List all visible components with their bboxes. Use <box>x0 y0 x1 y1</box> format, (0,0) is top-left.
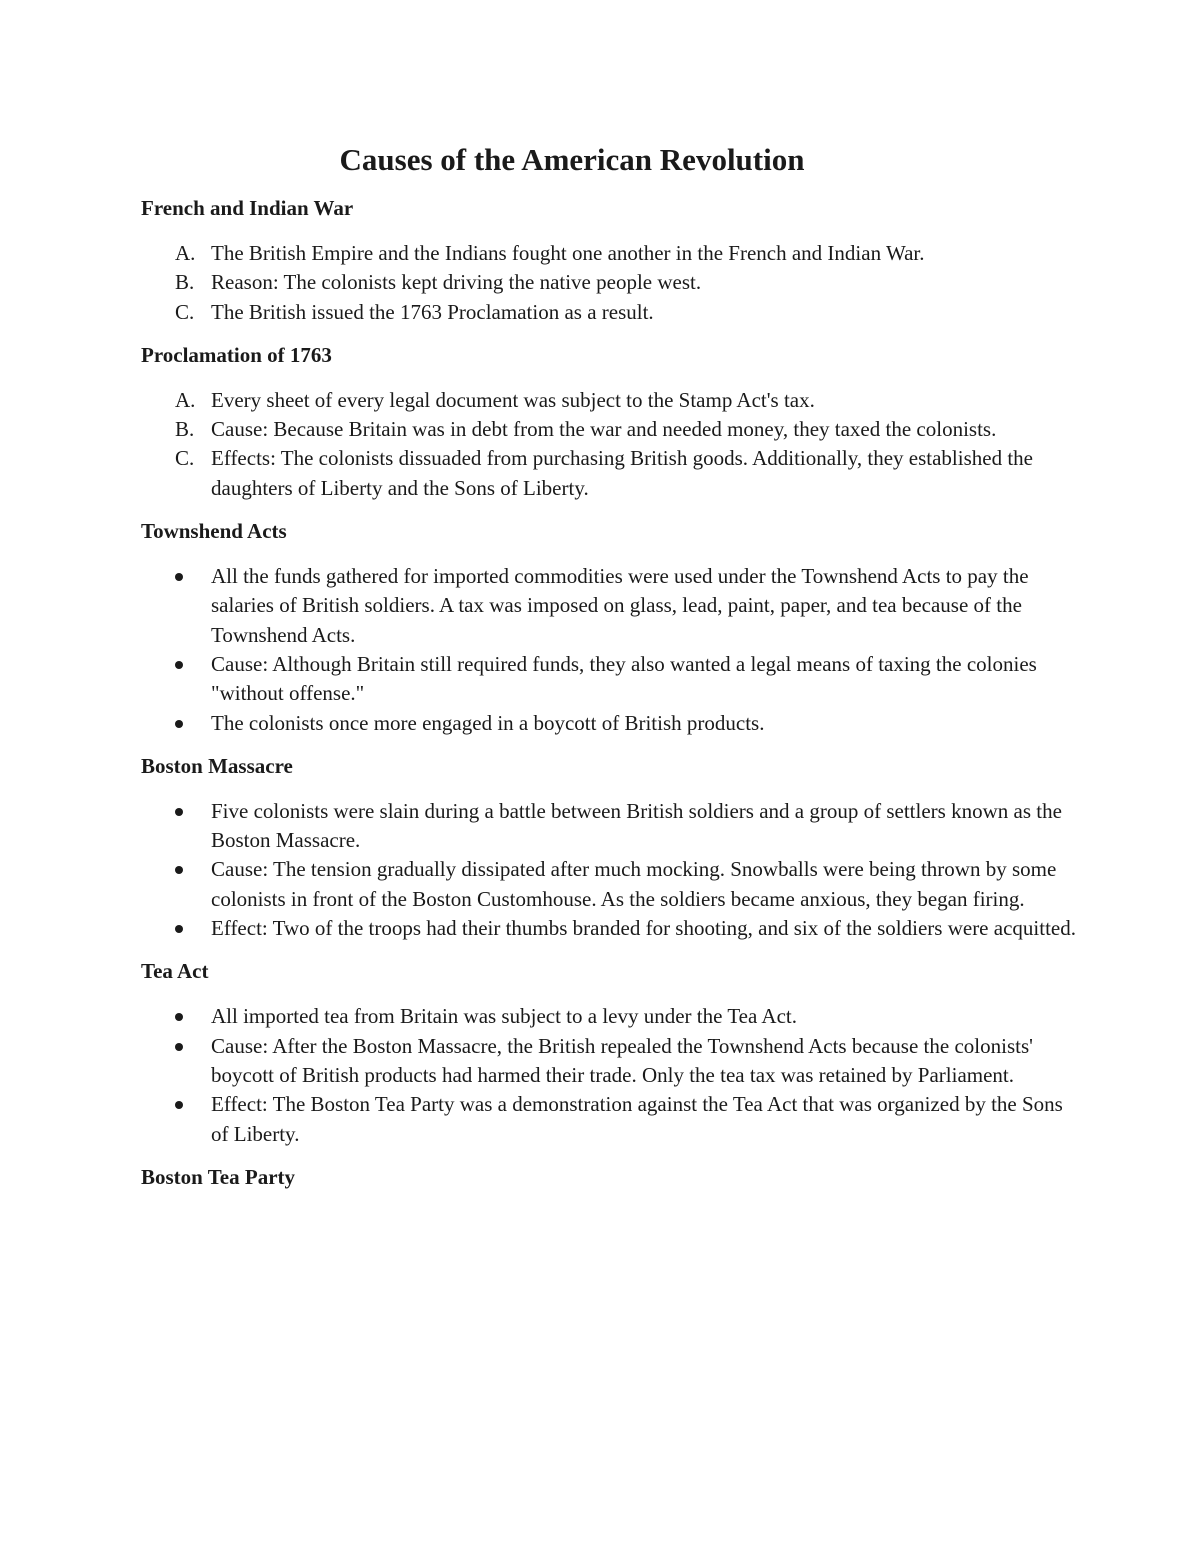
list-item <box>141 914 1081 943</box>
list-item-text: Cause: After the Boston Massacre, the British repealed the Townshend Acts because the colonists' boycott of British products had harmed their trade. Only the tea tax was retained by Parliament. <box>211 1033 1033 1087</box>
list-item-text: Effect: The Boston Tea Party was a demonstration against the Tea Act that was organized by the Sons of Liberty. <box>211 1092 1063 1146</box>
lettered-list <box>141 386 1081 503</box>
document-title: Causes of the American Revolution <box>339 142 805 177</box>
bullet-icon <box>175 1101 183 1109</box>
bullet-icon <box>175 661 183 669</box>
list-item <box>141 709 1081 738</box>
list-item-text: All imported tea from Britain was subject to a levy under the Tea Act. <box>211 1004 797 1029</box>
section-heading: Boston Massacre <box>141 753 293 778</box>
document-body <box>141 194 1081 1192</box>
bulleted-list <box>141 562 1081 738</box>
bullet-icon <box>175 866 183 874</box>
list-item <box>141 239 1081 268</box>
bullet-icon <box>175 808 183 816</box>
list-item-text: Cause: Because Britain was in debt from the war and needed money, they taxed the colonists. <box>211 417 997 442</box>
list-item-text: Five colonists were slain during a battle between British soldiers and a group of settlers known as the Boston Massacre. <box>211 798 1062 853</box>
list-item <box>141 1090 1081 1149</box>
list-item-text: Reason: The colonists kept driving the native people west. <box>211 270 702 295</box>
list-item <box>141 855 1081 914</box>
bullet-icon <box>175 925 183 933</box>
list-item-text: Effect: Two of the troops had their thumbs branded for shooting, and six of the soldiers were acquitted. <box>211 916 1076 941</box>
section-heading: Tea Act <box>141 959 209 984</box>
bulleted-list <box>141 797 1081 943</box>
list-marker: A. <box>175 387 196 412</box>
bullet-icon <box>175 1013 183 1021</box>
list-item <box>141 650 1081 709</box>
lettered-list <box>141 239 1081 327</box>
list-item <box>141 298 1081 327</box>
section-heading: French and Indian War <box>141 196 354 220</box>
bullet-icon <box>175 573 183 581</box>
list-item <box>141 268 1081 297</box>
list-item-text: All the funds gathered for imported commodities were used under the Townshend Acts to pay the salaries of British soldiers. A tax was imposed on glass, lead, paint, paper, and tea because of the Townshend Acts. <box>211 564 1029 647</box>
list-item <box>141 386 1081 415</box>
list-item-text: Cause: Although Britain still required funds, they also wanted a legal means of taxing the colonies "without offense." <box>211 651 1037 706</box>
section-heading: Boston Tea Party <box>141 1164 296 1189</box>
bulleted-list <box>141 1002 1081 1148</box>
list-marker: B. <box>175 270 195 295</box>
list-item-text: Every sheet of every legal document was subject to the Stamp Act's tax. <box>211 387 815 412</box>
list-marker: C. <box>175 446 195 471</box>
bullet-icon <box>175 1043 183 1051</box>
list-item <box>141 562 1081 650</box>
section-heading: Townshend Acts <box>141 519 287 544</box>
list-item-text: The British issued the 1763 Proclamation as a result. <box>211 299 654 324</box>
list-item-text: The British Empire and the Indians fought one another in the French and Indian War. <box>211 241 925 265</box>
list-marker: C. <box>175 299 195 324</box>
list-item <box>141 415 1081 444</box>
list-item <box>141 1032 1081 1091</box>
list-item <box>141 444 1081 503</box>
section-heading: Proclamation of 1763 <box>141 342 332 367</box>
list-item-text: The colonists once more engaged in a boycott of British products. <box>211 710 765 735</box>
list-item <box>141 1002 1081 1031</box>
bullet-icon <box>175 720 183 728</box>
list-marker: B. <box>175 417 195 442</box>
list-item-text: Effects: The colonists dissuaded from purchasing British goods. Additionally, they established the daughters of Liberty and the Sons of Liberty. <box>211 446 1033 500</box>
list-marker: A. <box>175 241 196 265</box>
list-item <box>141 797 1081 856</box>
list-item-text: Cause: The tension gradually dissipated after much mocking. Snowballs were being thrown by some colonists in front of the Boston Customhouse. As the soldiers became anxious, they began firing. <box>211 857 1057 911</box>
